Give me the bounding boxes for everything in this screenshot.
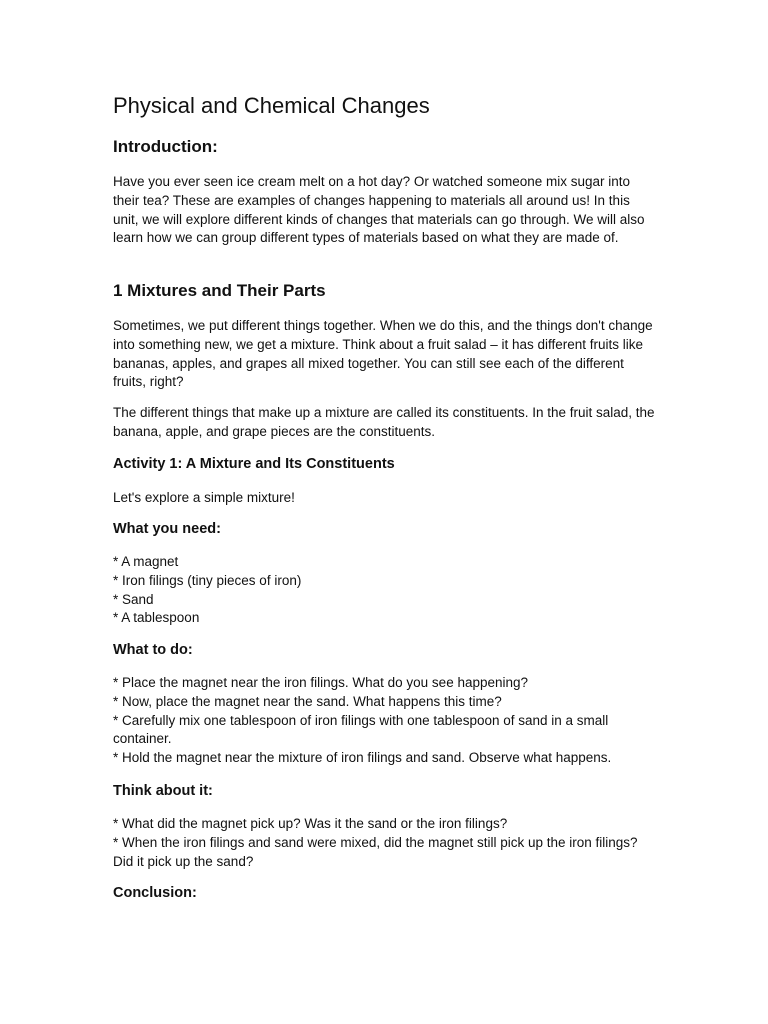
document-title: Physical and Chemical Changes	[113, 93, 430, 118]
think-about-it-heading: Think about it:	[113, 783, 213, 799]
list-item: * A tablespoon	[113, 610, 200, 626]
list-item: * When the iron filings and sand were mixed, did the magnet still pick up the iron filings? Did it pick up the sand?	[113, 834, 638, 869]
introduction-heading: Introduction:	[113, 137, 218, 156]
section-1-heading: 1 Mixtures and Their Parts	[113, 281, 326, 300]
list-item: * A magnet	[113, 554, 179, 569]
what-to-do-list	[113, 674, 658, 768]
what-to-do-heading: What to do:	[113, 642, 193, 658]
activity-1-heading: Activity 1: A Mixture and Its Constituents	[113, 456, 395, 472]
introduction-paragraph: Have you ever seen ice cream melt on a hot day? Or watched someone mix sugar into their tea? These are examples of changes happening to materials all around us! In this unit, we will explore different kinds of changes that materials can go through. We will also learn how we can group different types of materials based on what they are made of.	[113, 174, 645, 246]
section-1-paragraph-2: The different things that make up a mixture are called its constituents. In the fruit salad, the banana, apple, and grape pieces are the constituents.	[113, 405, 655, 439]
think-about-it-list	[113, 815, 658, 871]
what-you-need-list	[113, 553, 658, 628]
what-you-need-heading: What you need:	[113, 521, 221, 537]
list-item: * Hold the magnet near the mixture of iron filings and sand. Observe what happens.	[113, 750, 612, 766]
list-item: * What did the magnet pick up? Was it the sand or the iron filings?	[113, 816, 508, 831]
list-item: * Carefully mix one tablespoon of iron filings with one tablespoon of sand in a small container.	[113, 712, 609, 747]
section-1-paragraph-1: Sometimes, we put different things together. When we do this, and the things don't change into something new, we get a mixture. Think about a fruit salad – it has different fruits like bananas, apples, and grapes all mixed together. You can still see each of the different fruits, right?	[113, 318, 653, 390]
list-item: * Now, place the magnet near the sand. What happens this time?	[113, 693, 502, 709]
list-item: * Sand	[113, 591, 154, 607]
conclusion-heading: Conclusion:	[113, 885, 197, 901]
activity-1-intro: Let's explore a simple mixture!	[113, 490, 295, 505]
list-item: * Place the magnet near the iron filings. What do you see happening?	[113, 675, 529, 690]
list-item: * Iron filings (tiny pieces of iron)	[113, 572, 302, 588]
